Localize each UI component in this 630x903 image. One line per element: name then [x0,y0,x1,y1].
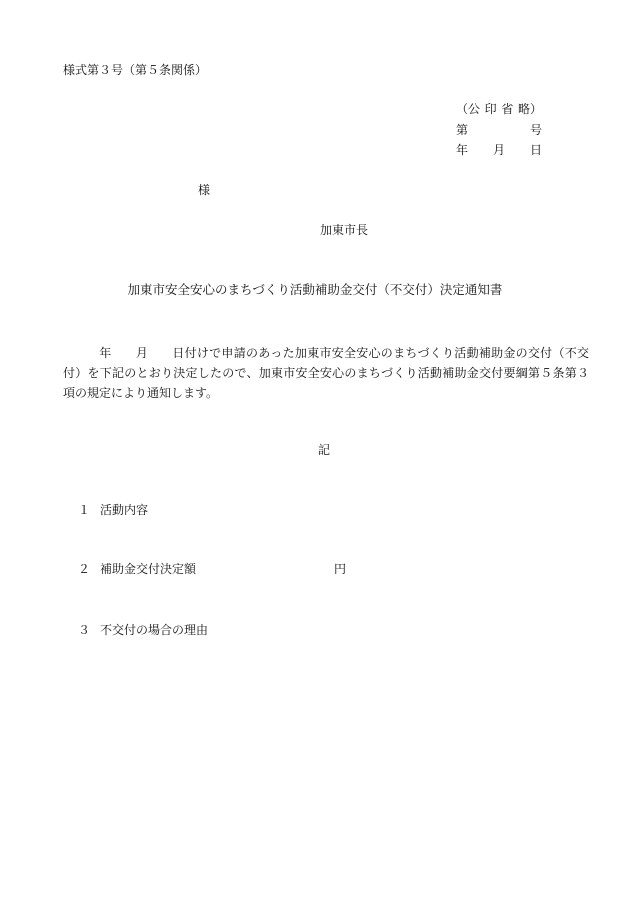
list-item-amount [78,563,196,575]
seal-mid2: 省 [501,102,514,116]
list-item-activity [78,504,148,516]
item-number: １ [78,503,91,517]
document-date [456,144,542,156]
seal-omitted-note [456,103,542,115]
seal-open: （公 [456,102,481,116]
item-number: ３ [78,623,91,637]
issuer-name: 加東市長 [320,223,369,237]
ki-heading: 記 [318,443,331,457]
seal-close: 略） [517,102,542,116]
body-text: 日付けで申請のあった加東市安全安心のまちづくり活動補助金の交付（不交付）を下記のとおり決定したので、加東市安全安心のまちづくり活動補助金交付要綱第５条第３項の規定により通知します。 [63,346,589,400]
date-year: 年 [456,143,469,157]
document-number [456,124,542,136]
document-number-suffix: 号 [529,123,542,137]
item-label: 補助金交付決定額 [100,562,197,576]
list-item-reason [78,624,208,636]
form-number: 様式第３号（第５条関係） [63,63,208,77]
date-day: 日 [529,143,542,157]
body-month: 月 [135,346,149,360]
body-paragraph [63,343,589,403]
body-year: 年 [99,346,112,360]
document-title: 加東市安全安心のまちづくり活動補助金交付（不交付）決定通知書 [127,282,503,297]
document-number-prefix: 第 [456,123,469,137]
date-month: 月 [492,143,505,157]
amount-unit: 円 [334,562,347,576]
item-label: 活動内容 [100,503,149,517]
recipient-honorific: 様 [198,183,211,197]
seal-mid1: 印 [484,102,497,116]
item-number: ２ [78,562,91,576]
item-label: 不交付の場合の理由 [100,623,209,637]
